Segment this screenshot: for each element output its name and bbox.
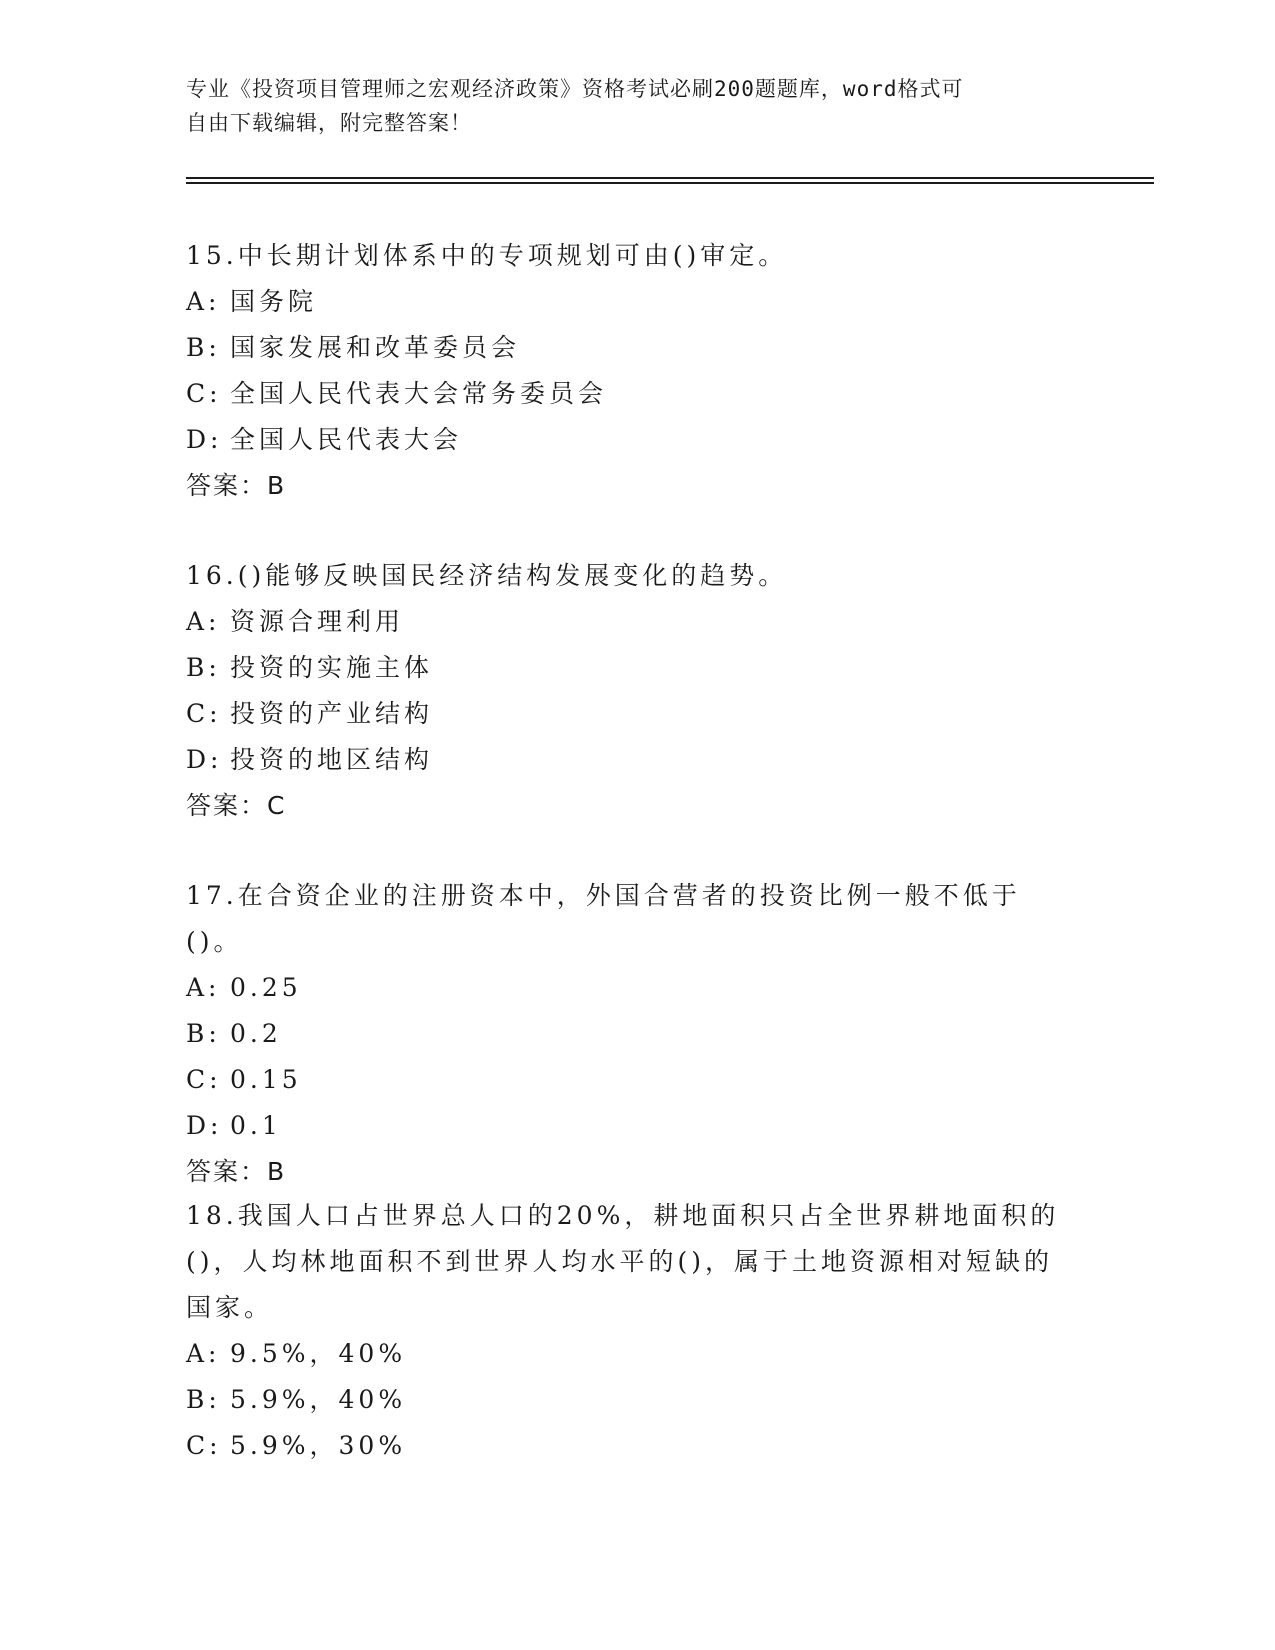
question-15 xyxy=(186,233,1066,509)
question-16 xyxy=(186,553,1066,829)
document-header xyxy=(186,72,1066,140)
option-key: C: xyxy=(186,1431,222,1460)
option-text: 0.1 xyxy=(230,1111,282,1140)
option-key: A: xyxy=(186,287,221,316)
question-stem xyxy=(186,553,1066,599)
option-text: 0.15 xyxy=(230,1065,302,1094)
option-key: B: xyxy=(186,1019,221,1048)
option-text: 9.5%，40% xyxy=(230,1339,407,1368)
option-key: A: xyxy=(186,1339,221,1368)
header-divider-top xyxy=(186,177,1154,179)
question-text: 中长期计划体系中的专项规划可由()审定。 xyxy=(237,241,788,270)
answer: 答案：C xyxy=(186,791,287,820)
option-d xyxy=(186,1103,1066,1149)
option-key: B: xyxy=(186,333,221,362)
option-text: 全国人民代表大会常务委员会 xyxy=(230,379,608,408)
answer: 答案：B xyxy=(186,1157,287,1186)
option-c xyxy=(186,1057,1066,1103)
option-text: 投资的地区结构 xyxy=(230,745,434,774)
option-b xyxy=(186,645,1066,691)
option-text: 资源合理利用 xyxy=(230,607,405,636)
option-d xyxy=(186,737,1066,783)
option-text: 0.25 xyxy=(230,973,302,1002)
answer: 答案：B xyxy=(186,471,287,500)
option-text: 投资的产业结构 xyxy=(230,699,434,728)
question-text: 我国人口占世界总人口的20%，耕地面积只占全世界耕地面积的()，人均林地面积不到世界人均水平的()，属于土地资源相对短缺的国家。 xyxy=(186,1201,1060,1322)
option-text: 0.2 xyxy=(230,1019,282,1048)
question-18 xyxy=(186,1193,1066,1469)
question-number: 16. xyxy=(186,561,238,590)
option-key: C: xyxy=(186,379,222,408)
option-text: 投资的实施主体 xyxy=(230,653,434,682)
option-text: 5.9%，30% xyxy=(230,1431,407,1460)
option-text: 国务院 xyxy=(230,287,318,316)
option-c xyxy=(186,691,1066,737)
question-stem xyxy=(186,233,1066,279)
option-a xyxy=(186,965,1066,1011)
option-key: C: xyxy=(186,699,222,728)
option-a xyxy=(186,1331,1066,1377)
option-b xyxy=(186,1377,1066,1423)
header-divider-bottom xyxy=(186,182,1154,184)
option-b xyxy=(186,325,1066,371)
option-key: B: xyxy=(186,1385,221,1414)
option-d xyxy=(186,417,1066,463)
option-key: D: xyxy=(186,745,223,774)
option-text: 国家发展和改革委员会 xyxy=(230,333,521,362)
question-number: 18. xyxy=(186,1201,238,1230)
header-line-2: 自由下载编辑，附完整答案！ xyxy=(186,111,472,135)
question-number: 15. xyxy=(186,241,238,270)
question-17 xyxy=(186,873,1066,1195)
question-number: 17. xyxy=(186,881,238,910)
header-line-1: 专业《投资项目管理师之宏观经济政策》资格考试必刷200题题库，word格式可 xyxy=(186,77,964,101)
option-key: A: xyxy=(186,607,221,636)
option-key: B: xyxy=(186,653,221,682)
option-a xyxy=(186,279,1066,325)
option-text: 5.9%，40% xyxy=(230,1385,407,1414)
option-key: D: xyxy=(186,425,223,454)
question-text: ()能够反映国民经济结构发展变化的趋势。 xyxy=(237,561,788,590)
option-c xyxy=(186,371,1066,417)
option-text: 全国人民代表大会 xyxy=(230,425,463,454)
option-c xyxy=(186,1423,1066,1469)
option-key: C: xyxy=(186,1065,222,1094)
question-stem xyxy=(186,1193,1066,1331)
option-b xyxy=(186,1011,1066,1057)
question-stem xyxy=(186,873,1066,965)
option-key: A: xyxy=(186,973,221,1002)
option-key: D: xyxy=(186,1111,223,1140)
option-a xyxy=(186,599,1066,645)
question-text: 在合资企业的注册资本中，外国合营者的投资比例一般不低于()。 xyxy=(186,881,1021,956)
